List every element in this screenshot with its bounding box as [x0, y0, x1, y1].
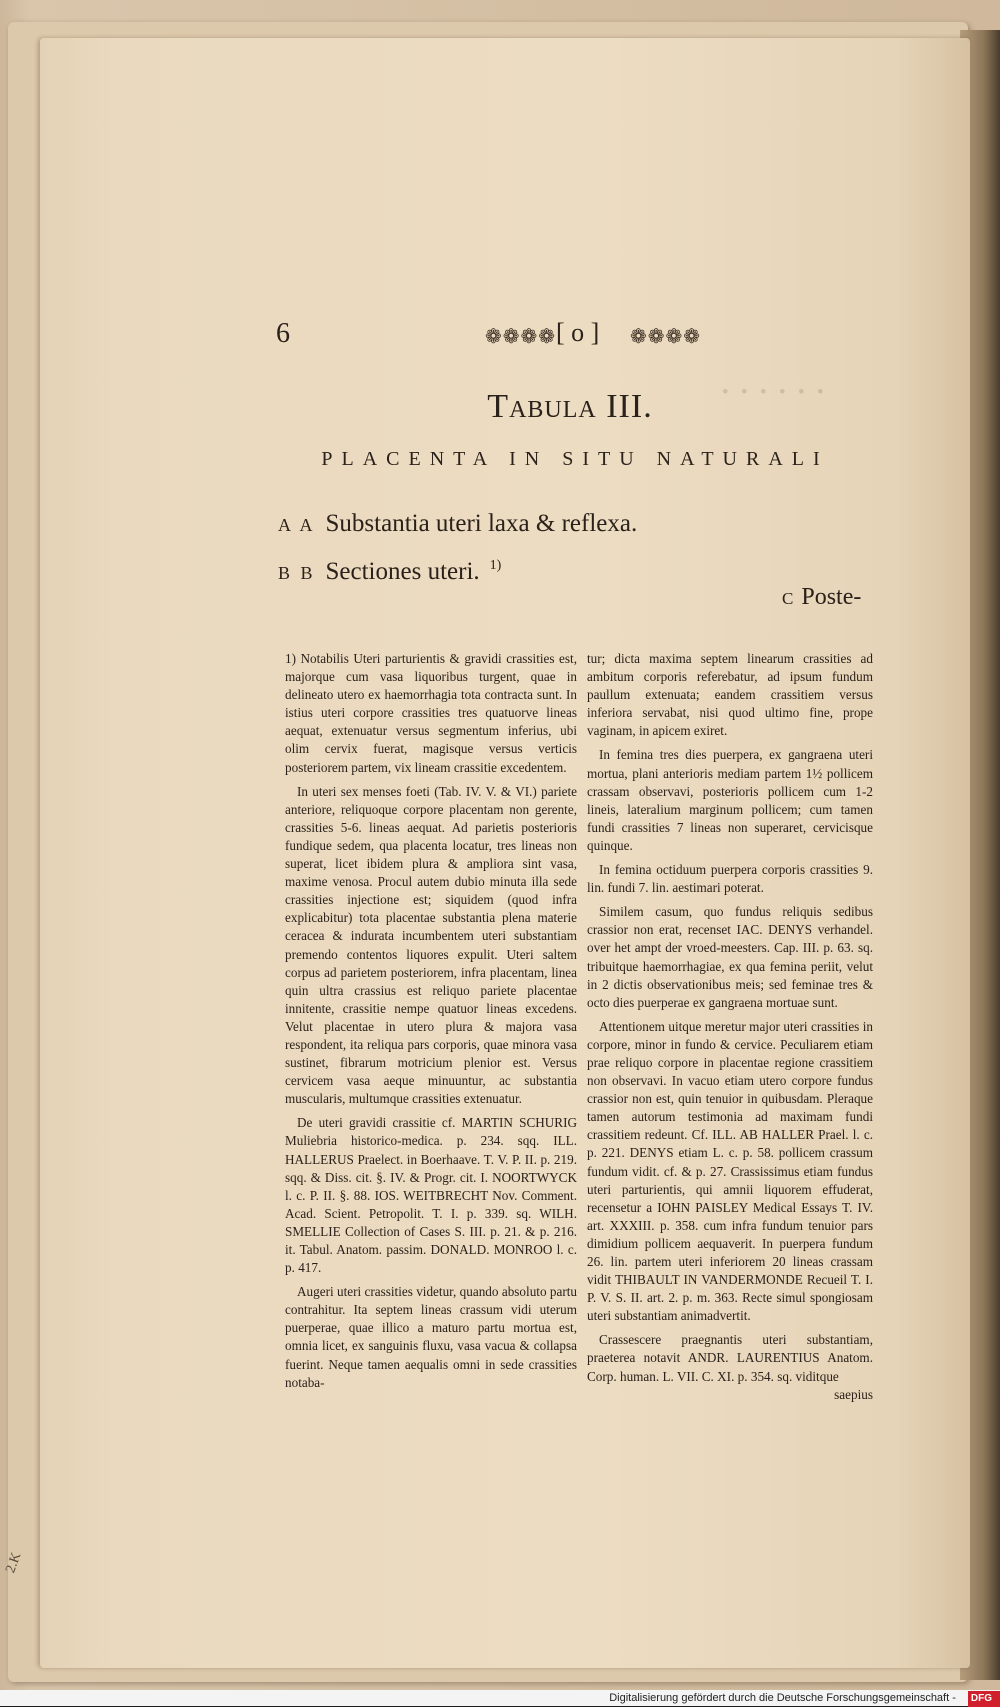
legend-item [278, 510, 637, 538]
footnote-paragraph: Similem casum, quo fundus reliquis sedibus crassior non erat, recenset IAC. DENYS verhandel. over het ampt der vroed-meesters. Cap. III. p. 63. sq. tribuitque haemorrhagiae, ex qua femina periit, velut in 2 dictis observationibus meis; sed feminae tres & octo dies puerperae ex gangraena mortuae sunt. [587, 904, 873, 1010]
footnote-paragraph: Crassescere praegnantis uteri substantiam, praeterea notavit ANDR. LAURENTIUS Anatom. Corp. human. L. VII. C. XI. p. 354. sq. viditque [587, 1332, 873, 1384]
footnote-paragraph: De uteri gravidi crassitie cf. MARTIN SCHURIG Muliebria historico-medica. p. 234. sqq. ILL. HALLERUS Praelect. in Boerhaave. T. V. P. II. p. 219. sqq. & Diss. cit. §. IV. & Progr. cit. I. NOORTWYCK l. c. P. II. §. 88. IOS. WEITBRECHT Nov. Comment. Acad. Scient. Petropolit. T. I. p. 339. sq. WILH. SMELLIE Collection of Cases S. III. p. 21. & p. 216. it. Tabul. Anatom. passim. DONALD. MONROO l. c. p. 417. [285, 1115, 577, 1276]
footnote-paragraph: In uteri sex menses foeti (Tab. IV. V. & VI.) pariete anteriore, reliquoque corpore placentam non gerente, crassities 5-6. lineas aequat. Ad parietis posterioris fundique sedem, qua placenta locatur, tres lineas non superat, licet ibidem plura & ampliora sint vasa, maxime venosa. Procul autem dubio minuta illa sede crassities injectione est; siquidem (quod infra explicabitur) tota placentae substantia plena materie ceracea & indurata incumbentem uteri substantiam premendo contentos liquores expulit. Uteri saltem corpus ad parietem posteriorem, infra placentam, linea quin ultra crassius est reliquo pariete placentae innitente, crassitie nempe quatuor lineas excedens. Velut placentae in utero plura & majora vasa respondent, ita reliqua pars corporis, quae minora vasa sustinet, fibrarum motricium plenior est. Versus cervicem vasa aeque minuuntur, ac substantia muscularis, multumque crassities extenuatur. [285, 783, 577, 1107]
bleed-through-text: · · · · · · [720, 371, 825, 413]
footnote-paragraph: 1) Notabilis Uteri parturientis & gravidi crassities est, majorque cum vasa liquoribus turgent, quae in delineato utero ex haemorrhagia tota contracta sunt. In istius uteri corpore crassities tres quatuorve lineas aequat, extenuatur versus segmentum inferius, ubi olim cervix fuerat, magisque versus verticis posteriorem partem, vix lineam crassitie excedentem. [285, 651, 577, 775]
catchword-key: C [782, 589, 796, 608]
dfg-logo-icon: DFG [968, 1691, 1000, 1707]
catchword-text: Poste- [801, 584, 862, 610]
signature-mark: [ o ] [556, 318, 600, 347]
plate-subtitle: PLACENTA IN SITU NATURALI [321, 448, 829, 470]
column-catchword: saepius [834, 1386, 873, 1402]
ornament-right-icon: ❁❁❁❁ [630, 326, 702, 348]
footnote-paragraph: In femina octiduum puerpera corporis crassities 9. lin. fundi 7. lin. aestimari poterat. [587, 862, 873, 896]
catchword [782, 584, 861, 611]
page-number: 6 [276, 318, 290, 349]
footnote-paragraph: In femina tres dies puerpera, ex gangraena uteri mortua, plani anterioris mediam partem 1½ pollicem crassam observavi, posterioris pollicem cum 1-2 lineis, lateralium marginum pollicem; cum tamen fundi crassities 7 lineas non superaret, cervicisque quinque. [587, 747, 873, 853]
legend-text: Substantia uteri laxa & reflexa. [325, 510, 638, 537]
footnote-ref: 1) [489, 558, 502, 573]
ornament-left-icon: ❁❁❁❁ [485, 326, 557, 348]
footnote-paragraph: Attentionem uitque meretur major uteri crassities in corpore, minor in fundo & cervice. Peculiarem etiam prae reliquo corpore in placentae regione crassitiem non observavi. In vacuo etiam utero corpore fundus crassior non est, quin tenuior in quibusdam. Pleraque tamen autorum testimonia ad maximam fundi crassitiem redeunt. Cf. ILL. AB HALLER Prael. l. c. p. 221. DENYS etiam L. c. p. 58. pollicem crassum fundum vidit. cf. & p. 27. Crassissimus etiam fundus uteri parturientis, qui amnii liquorem effuderat, recensetur a IOHN PAISLEY Medical Essays T. IV. art. XXXIII. p. 358. cum infra fundum tenuior pars dimidium pollicem aequaverit. In puerpera fundum 26. lin. partem uteri inferiorem 20 lineas crassam vidit THIBAULT IN VANDERMONDE Recueil T. I. P. V. S. II. art. 2. p. m. 363. Recte simul spongiosam uteri substantiam animadvertit. [587, 1018, 873, 1324]
plate-title: Tabula III. [487, 388, 653, 425]
legend-key: A A [278, 515, 316, 535]
legend-item [278, 558, 501, 586]
footer-text: Digitalisierung gefördert durch die Deutsche Forschungsgemeinschaft - [609, 1692, 956, 1704]
footnote-paragraph: Augeri uteri crassities videtur, quando absoluto partu contrahitur. Ita septem lineas crassum vidi uterum puerperae, quae illico a maturo partu mortua est, omnia licet, ex sanguinis fluxu, vasa vacua & collapsa fuerint. Neque tamen aequalis omni in sede crassities notaba- [285, 1284, 577, 1390]
footnote-column-left [285, 650, 577, 1398]
footnote-paragraph: tur; dicta maxima septem linearum crassities ad ambitum corporis referebatur, ad ipsum fundum paullum extenuata; eandem crassitiem versus inferiora servabat, nisi quod ultimo fine, prope vaginam, in apicem exiret. [587, 651, 873, 739]
legend-text: Sectiones uteri. [325, 558, 480, 585]
legend-key: B B [278, 563, 316, 583]
running-header [270, 318, 870, 358]
digitization-footer [0, 1690, 1000, 1706]
margin-pencil-mark: 2.K [3, 1550, 25, 1576]
footnote-column-right [587, 650, 873, 1410]
